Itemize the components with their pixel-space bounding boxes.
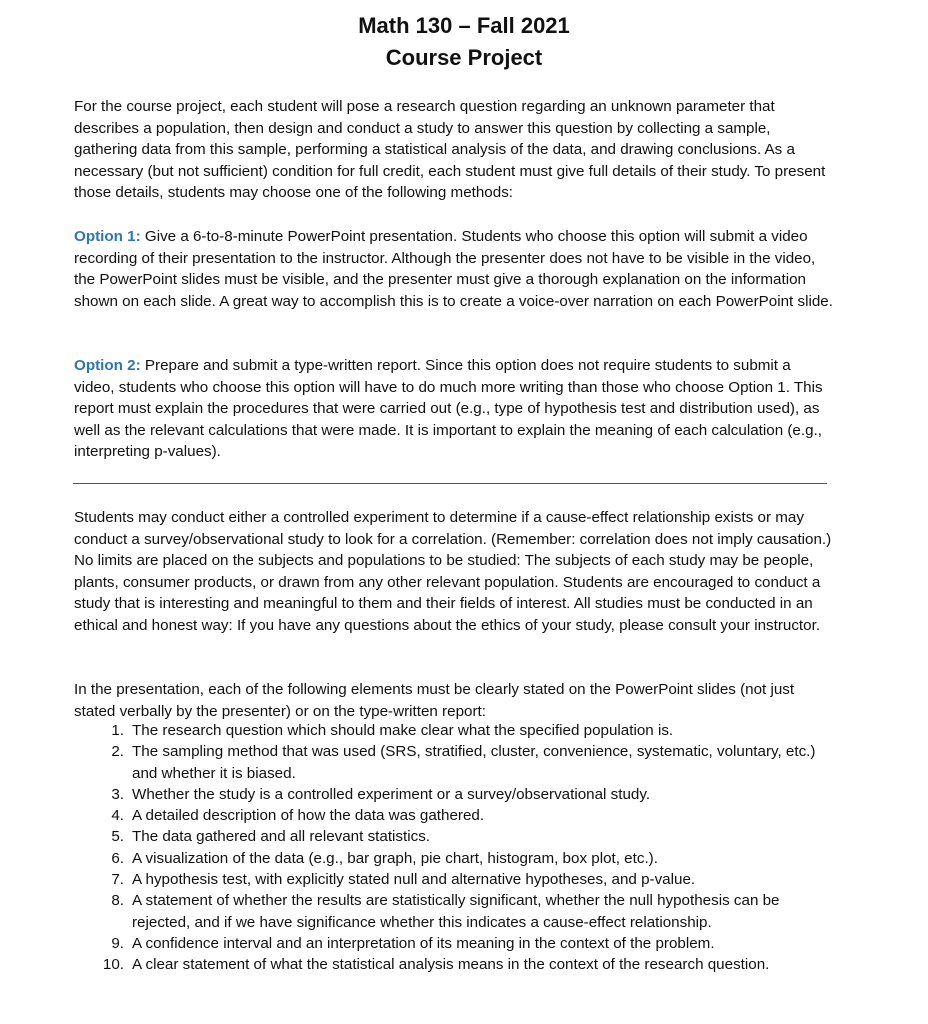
option-1-label: Option 1: xyxy=(74,228,141,245)
intro-paragraph: For the course project, each student will pose a research question regarding an unknown parameter that describes a population, then design and conduct a study to answer this question by collecting a sample, gathering data from this sample, performing a statistical analysis of the data, and drawing conclusions. As a necessary (but not sufficient) condition for full credit, each student must give full details of their study. To present those details, students may choose one of the following methods: xyxy=(74,98,826,202)
list-item-text: A detailed description of how the data was gathered. xyxy=(132,807,485,825)
list-item-number: 9. xyxy=(111,934,124,952)
list-item-number: 8. xyxy=(111,892,124,910)
study-paragraph: Students may conduct either a controlled experiment to determine if a cause-effect relationship exists or may conduct a survey/observational study to look for a correlation. (Remember: correlation does not imply causation.) No limits are placed on the subjects and populations to be studied: The subjects of each study may be people, plants, consumer products, or drawn from any other relevant population. Students are encouraged to conduct a study that is interesting and meaningful to them and their fields of interest. All studies must be conducted in an ethical and honest way: If you have any questions about the ethics of your study, please consult your instructor. xyxy=(74,509,832,634)
option-2-label: Option 2: xyxy=(74,357,141,374)
list-item-number: 2. xyxy=(111,743,124,761)
list-item xyxy=(74,784,834,805)
document-subtitle: Course Project xyxy=(385,45,543,70)
list-item-text: A clear statement of what the statistical analysis means in the context of the research question. xyxy=(132,956,770,974)
list-item-number: 5. xyxy=(111,828,124,846)
list-item-text: A visualization of the data (e.g., bar graph, pie chart, histogram, box plot, etc.). xyxy=(132,849,658,867)
list-item-text: A statement of whether the results are statistically significant, whether the null hypothesis can be rejected, and if we have significance whether this indicates a cause-effect relationship. xyxy=(132,892,780,931)
list-item xyxy=(74,741,834,784)
list-item-number: 4. xyxy=(111,807,124,825)
list-item xyxy=(74,720,834,741)
option-1-text: Give a 6-to-8-minute PowerPoint presentation. Students who choose this option will submit a video recording of their presentation to the instructor. Although the presenter does not have to be visible in the video, the PowerPoint slides must be visible, and the presenter must give a thorough explanation on the information shown on each slide. A great way to accomplish this is to create a voice-over narration on each PowerPoint slide. xyxy=(74,228,833,310)
option-1-paragraph xyxy=(74,226,834,312)
list-item-number: 10. xyxy=(102,956,124,974)
list-item-number: 7. xyxy=(111,871,124,889)
list-item xyxy=(74,826,834,847)
list-item xyxy=(74,848,834,869)
list-item-text: The data gathered and all relevant statistics. xyxy=(132,828,431,846)
list-item xyxy=(74,954,834,975)
list-item-text: Whether the study is a controlled experiment or a survey/observational study. xyxy=(132,785,651,803)
list-item xyxy=(74,805,834,826)
list-item-text: A hypothesis test, with explicitly stated null and alternative hypotheses, and p-value. xyxy=(132,871,696,889)
option-2-text: Prepare and submit a type-written report. Since this option does not require students to submit a video, students who choose this option will have to do much more writing than those who choose Option 1. This report must explain the procedures that were carried out (e.g., type of hypothesis test and distribution used), as well as the relevant calculations that were made. It is important to explain the meaning of each calculation (e.g., interpreting p-values). xyxy=(74,357,823,461)
section-divider xyxy=(73,483,827,484)
list-item-number: 1. xyxy=(111,722,124,739)
list-item xyxy=(74,933,834,954)
option-2-paragraph xyxy=(74,355,834,463)
list-item-number: 6. xyxy=(111,849,124,867)
list-item-number: 3. xyxy=(111,785,124,803)
list-item xyxy=(74,869,834,890)
list-item-text: A confidence interval and an interpretation of its meaning in the context of the problem. xyxy=(132,934,715,952)
list-item-text: The sampling method that was used (SRS, stratified, cluster, convenience, systematic, voluntary, etc.) and whether it is biased. xyxy=(132,743,816,782)
list-item xyxy=(74,890,834,933)
document-title: Math 130 – Fall 2021 xyxy=(358,13,570,38)
elements-intro-paragraph: In the presentation, each of the following elements must be clearly stated on the PowerPoint slides (not just stated verbally by the presenter) or on the type-written report: xyxy=(74,681,795,720)
list-item-text: The research question which should make clear what the specified population is. xyxy=(132,722,674,739)
required-elements-list xyxy=(74,720,834,976)
